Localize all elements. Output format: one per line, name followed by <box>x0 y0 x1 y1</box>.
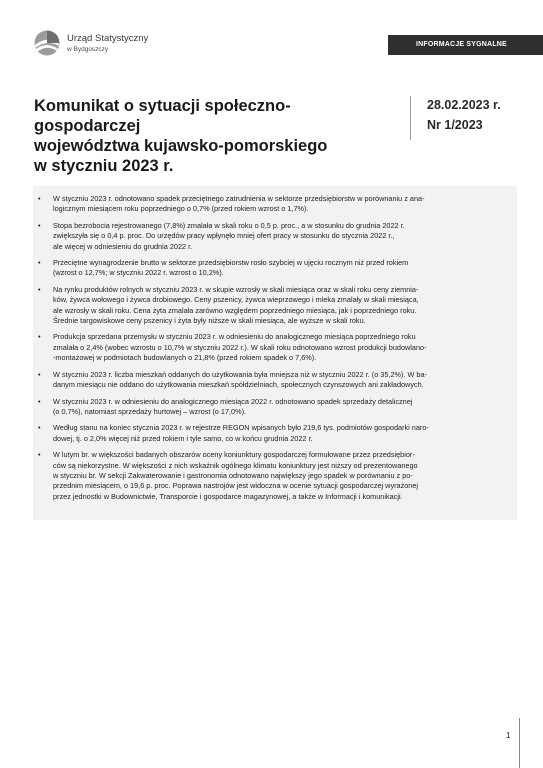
bullet-icon: • <box>38 450 41 460</box>
summary-line: W styczniu 2023 r. w odniesieniu do analogicznego miesiąca 2022 r. odnotowano spadek sprzedaży detalicznej <box>53 396 413 406</box>
bullet-icon: • <box>38 220 41 230</box>
summary-line: przez jednostki w Budownictwie, Transporcie i gospodarce magazynowej, a także w Informacji i komunikacji. <box>53 491 403 501</box>
summary-box <box>33 186 517 520</box>
publication-date: 28.02.2023 r. <box>427 98 501 112</box>
summary-item <box>38 450 507 502</box>
title-line: województwa kujawsko-pomorskiego <box>34 137 328 155</box>
summary-line: ców są niekorzystne. W większości z nich wskaźnik ogólnego klimatu koniunktury jest niższy od prezentowanego <box>53 460 418 470</box>
logo-city: w Bydgoszczy <box>67 46 109 53</box>
summary-line: (o 0,7%), natomiast sprzedaży hurtowej – wzrost (o 17,0%). <box>53 406 247 416</box>
bullet-icon: • <box>38 332 41 342</box>
summary-line: ale wzrosły w skali roku. Cena żyta zmalała zarówno względem poprzedniego miesiąca, jak i poprzedniego roku. <box>53 305 417 315</box>
summary-line: danym miesiącu nie oddano do użytkowania mieszkań spółdzielniach, społecznych czynszowych ani zakładowych. <box>53 380 424 390</box>
page-title <box>34 96 394 176</box>
summary-line: w styczniu br. W sekcji Zakwaterowanie i gastronomia odnotowano największy jego spadek w porównaniu z po- <box>53 470 413 480</box>
summary-line: logicznym miesiącem roku poprzedniego o 0,7% (przed rokiem wzrost o 1,7%). <box>53 204 309 214</box>
meta-divider <box>410 96 411 140</box>
summary-item <box>38 220 507 252</box>
summary-line: Średnie targowiskowe ceny pszenicy i żyta były niższe w skali miesiąca, ale wyższe w skali roku. <box>53 316 366 326</box>
bullet-icon: • <box>38 284 41 294</box>
summary-item <box>38 423 507 444</box>
summary-item <box>38 284 507 327</box>
summary-line: Według stanu na koniec stycznia 2023 r. w rejestrze REGON wpisanych było 219,6 tys. podmiotów gospodarki naro- <box>53 423 429 433</box>
title-line: Komunikat o sytuacji społeczno-gospodarczej <box>34 97 291 135</box>
bullet-icon: • <box>38 396 41 406</box>
summary-line: Produkcja sprzedana przemysłu w styczniu 2023 r. w odniesieniu do analogicznego miesiąca poprzedniego roku <box>53 332 416 342</box>
summary-line: ków, żywca wołowego i żywca drobiowego. Ceny pszenicy, żywca wieprzowego i mleka zmalały w skali miesiąca, <box>53 295 419 305</box>
summary-line: dowej, tj. o 2,0% więcej niż przed rokiem i tyle samo, co w końcu grudnia 2022 r. <box>53 433 313 443</box>
page-number: 1 <box>506 731 511 740</box>
summary-line: ale więcej w odniesieniu do grudnia 2022 r. <box>53 241 193 251</box>
summary-item <box>38 396 507 418</box>
logo-institution-name: Urząd Statystyczny <box>67 33 149 44</box>
bullet-icon: • <box>38 369 41 379</box>
summary-line: W styczniu 2023 r. odnotowano spadek przeciętnego zatrudnienia w sektorze przedsiębiorstw w porównaniu z ana- <box>53 194 425 203</box>
summary-line: -montażowej w podmiotach budowlanych o 21,8% (przed rokiem spadek o 7,6%). <box>53 353 317 363</box>
summary-line: Na rynku produktów rolnych w styczniu 2023 r. w skupie wzrosły w skali miesiąca oraz w skali roku ceny ziemnia- <box>53 284 419 294</box>
summary-line: (wzrost o 12,7%; w styczniu 2022 r. wzrost o 10,2%). <box>53 268 224 278</box>
footer-divider <box>519 718 520 768</box>
bullet-icon: • <box>38 194 41 203</box>
title-line: w styczniu 2023 r. <box>34 157 174 175</box>
summary-line: Przeciętne wynagrodzenie brutto w sektorze przedsiębiorstw rosło szybciej w ujęciu rocznym niż przed rokiem <box>53 258 409 268</box>
publication-type-badge: INFORMACJE SYGNALNE <box>388 35 543 55</box>
bullet-icon: • <box>38 423 41 433</box>
summary-line: Stopa bezrobocia rejestrowanego (7,8%) zmalała w skali roku o 0,5 p. proc., a w stosunku do grudnia 2022 r. <box>53 220 405 230</box>
summary-line: zwiększyła się o 0,4 p. proc. Do urzędów pracy wpłynęło mniej ofert pracy w stosunku do stycznia 2022 r., <box>53 231 395 241</box>
summary-line: przednim miesiącem, o 19,6 p. proc. Poprawa nastrojów jest widoczna w ocenie sytuacji gospodarczej wyrażonej <box>53 481 419 491</box>
summary-item <box>38 369 507 391</box>
summary-line: W lutym br. w większości badanych obszarów oceny koniunktury gospodarczej formułowane przez przedsiębior- <box>53 450 415 460</box>
summary-item <box>38 194 507 215</box>
summary-line: W styczniu 2023 r. liczba mieszkań oddanych do użytkowania była mniejsza niż w styczniu 2022 r. (o 35,2%). W ba- <box>53 369 427 379</box>
summary-line: zmalała o 2,4% (wobec wzrostu o 10,7% w styczniu 2022 r.). W skali roku odnotowano wzrost produkcji budowlano- <box>53 342 427 352</box>
summary-item <box>38 332 507 363</box>
publication-number: Nr 1/2023 <box>427 118 483 132</box>
bullet-icon: • <box>38 258 41 268</box>
summary-item <box>38 258 507 279</box>
logo-mark-icon <box>34 30 60 56</box>
logo <box>34 26 174 62</box>
summary-list <box>38 194 507 502</box>
